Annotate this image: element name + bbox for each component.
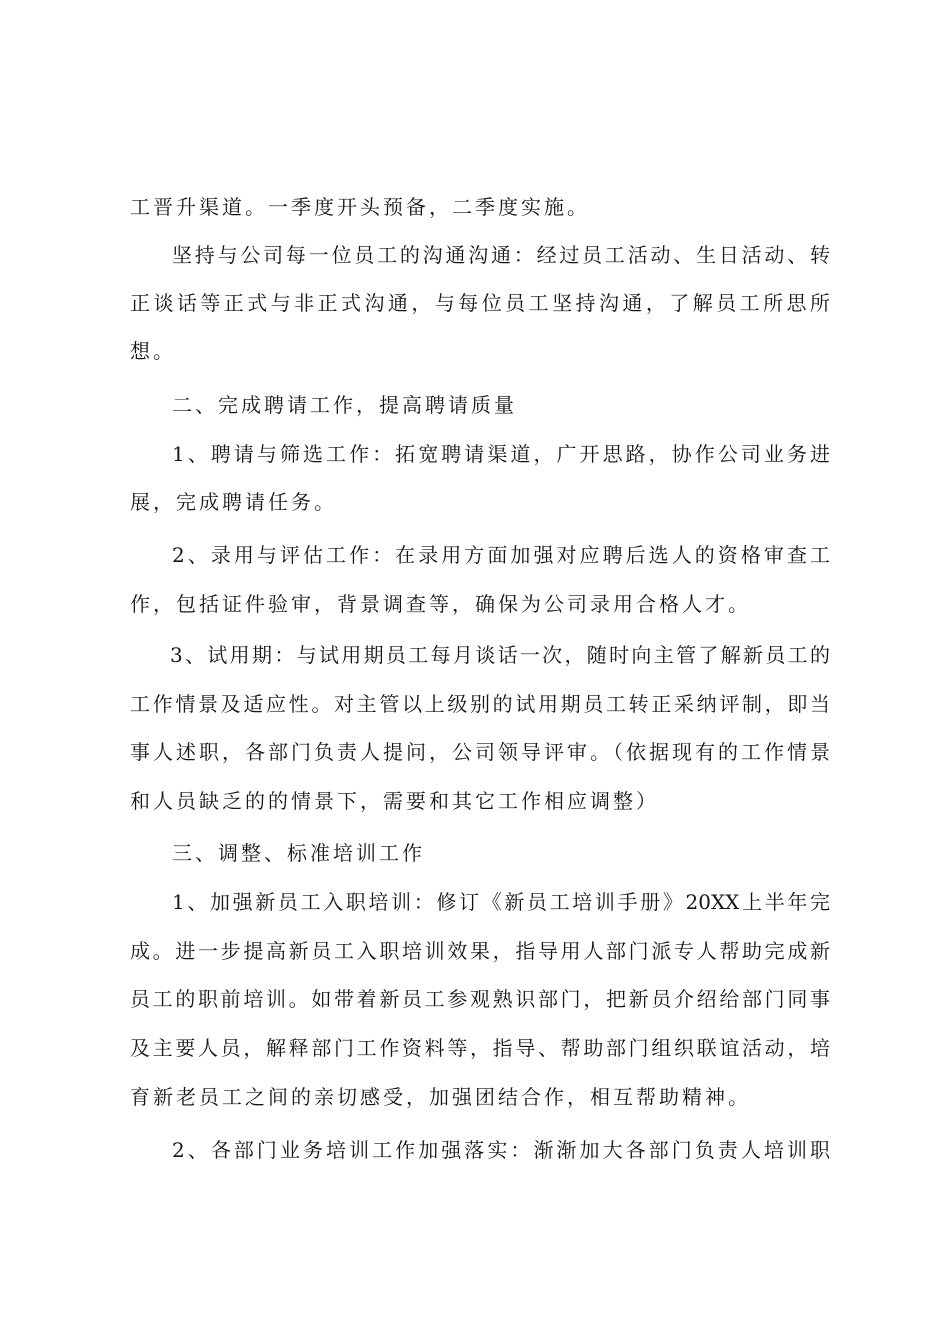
text-line: 2、各部门业务培训工作加强落实：渐渐加大各部门负责人培训职 [172, 1138, 830, 1162]
section-heading: 二、完成聘请工作，提高聘请质量 [172, 393, 517, 417]
section-heading: 三、调整、标准培训工作 [172, 841, 425, 865]
text-line: 坚持与公司每一位员工的沟通沟通：经过员工活动、生日活动、转 [172, 243, 830, 267]
text-line: 作，包括证件验审，背景调查等，确保为公司录用合格人才。 [130, 592, 751, 616]
text-line: 展，完成聘请任务。 [130, 490, 337, 514]
text-line: 工晋升渠道。一季度开头预备，二季度实施。 [130, 195, 590, 219]
text-line: 成。进一步提高新员工入职培训效果，指导用人部门派专人帮助完成新 [130, 939, 830, 963]
text-line: 育新老员工之间的亲切感受，加强团结合作，相互帮助精神。 [130, 1085, 751, 1109]
text-line: 及主要人员，解释部门工作资料等，指导、帮助部门组织联谊活动，培 [130, 1036, 830, 1060]
text-line: 事人述职，各部门负责人提问，公司领导评审。（依据现有的工作情景 [130, 740, 830, 764]
text-line: 3、试用期：与试用期员工每月谈话一次，随时向主管了解新员工的 [170, 643, 830, 667]
text-line: 2、录用与评估工作：在录用方面加强对应聘后选人的资格审查工 [172, 543, 830, 567]
text-line: 1、加强新员工入职培训：修订《新员工培训手册》20XX上半年完 [172, 890, 830, 914]
text-line: 员工的职前培训。如带着新员工参观熟识部门，把新员介绍给部门同事 [130, 987, 830, 1011]
text-line: 正谈话等正式与非正式沟通，与每位员工坚持沟通，了解员工所思所 [130, 291, 830, 315]
text-line: 和人员缺乏的的情景下，需要和其它工作相应调整） [130, 789, 659, 813]
text-line: 想。 [130, 339, 176, 363]
text-line: 工作情景及适应性。对主管以上级别的试用期员工转正采纳评制，即当 [130, 692, 830, 716]
text-line: 1、聘请与筛选工作：拓宽聘请渠道，广开思路，协作公司业务进 [172, 442, 830, 466]
